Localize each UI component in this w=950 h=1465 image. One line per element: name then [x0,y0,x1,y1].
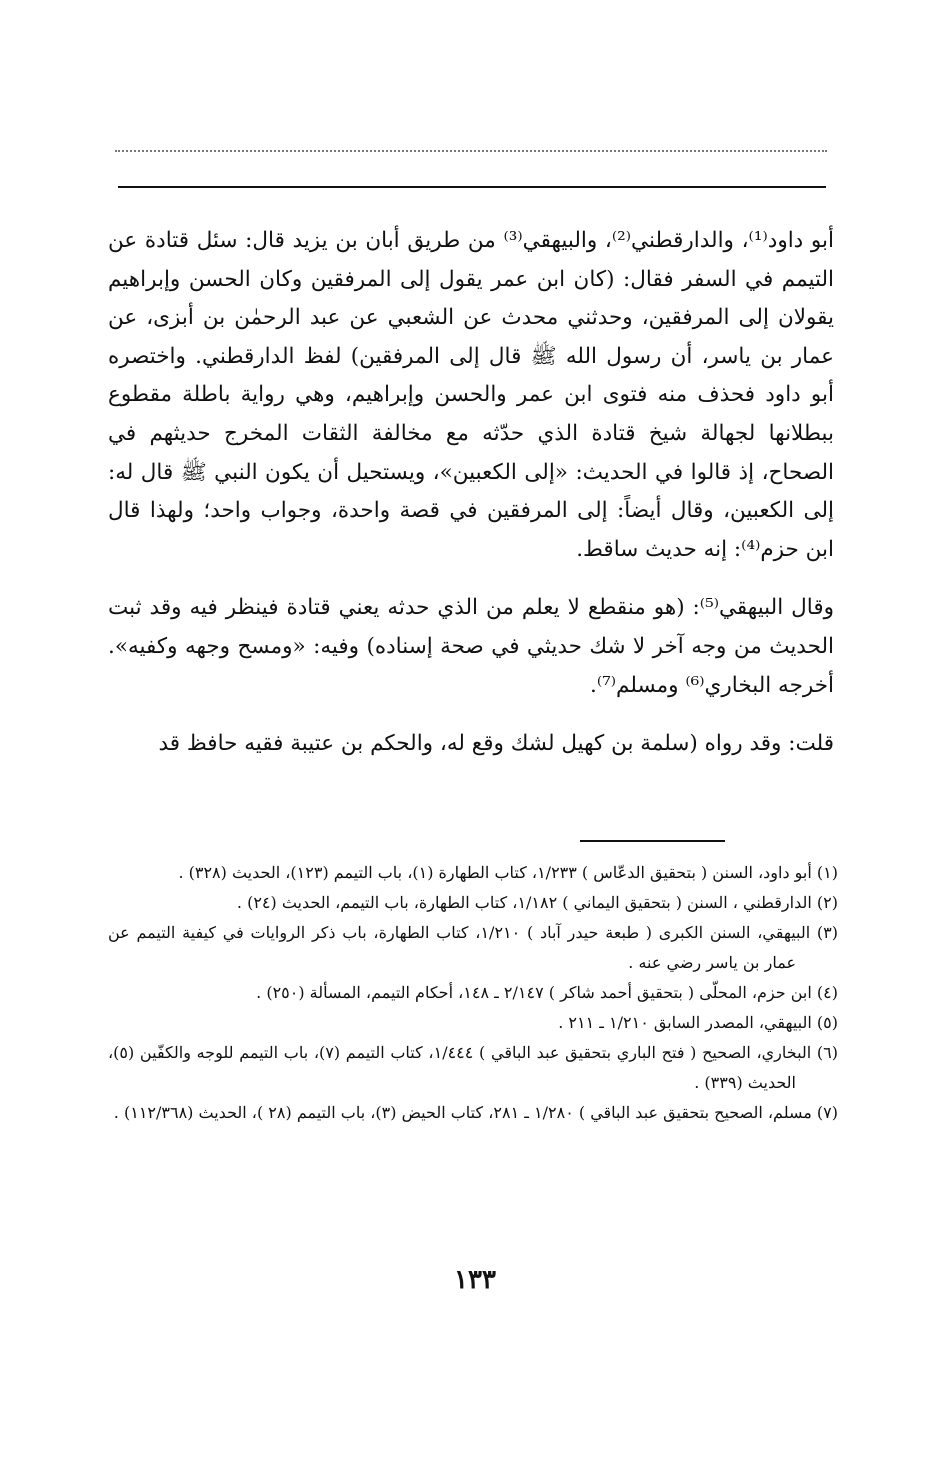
main-text [108,222,834,784]
page-number: ١٣٣ [454,1265,496,1295]
footnote: (١) أبو داود، السنن ( بتحقيق الدعّاس ) ١/٢٣٣، كتاب الطهارة (١)، باب التيمم (١٢٣)، الحديث (٣٢٨) . [178,863,838,882]
footnote: (٣) البيهقي، السنن الكبرى ( طبعة حيدر آباد ) ١/٢١٠، كتاب الطهارة، باب ذكر الروايات في كيفية التيمم عن عمار بن ياسر رضي عنه . [108,923,838,972]
footnote: (٦) البخاري، الصحيح ( فتح الباري بتحقيق عبد الباقي ) ١/٤٤٤، كتاب التيمم (٧)، باب التيمم للوجه والكفّين (٥)، الحديث (٣٣٩) . [108,1043,839,1092]
footnote: (٢) الدارقطني ، السنن ( بتحقيق اليماني ) ١/١٨٢، كتاب الطهارة، باب التيمم، الحديث (٢٤) . [236,893,838,912]
dotted-separator [115,150,827,152]
footnote: (٥) البيهقي، المصدر السابق ١/٢١٠ ـ ٢١١ . [558,1013,838,1032]
paragraph: أبو داود⁽¹⁾، والدارقطني⁽²⁾، والبيهقي⁽³⁾ من طريق أبان بن يزيد قال: سئل قتادة عن التيمم في السفر فقال: (كان ابن عمر يقول إلى المرفقين وكان الحسن وإبراهيم يقولان إلى المرفقين، وحدثني محدث عن الشعبي عن عبد الرحمٰن بن أبزى، عن عمار بن ياسر، أن رسول الله ﷺ قال إلى المرفقين) لفظ الدارقطني. واختصره أبو داود فحذف منه فتوى ابن عمر والحسن وإبراهيم، وهي رواية باطلة مقطوع ببطلانها لجهالة شيخ قتادة الذي حدّثه مع مخالفة الثقات المخرج حديثهم في الصحاح، إذ قالوا في الحديث: «إلى الكعبين»، ويستحيل أن يكون النبي ﷺ قال له: إلى الكعبين، وقال أيضاً: إلى المرفقين في قصة واحدة، وجواب واحد؛ ولهذا قال ابن حزم⁽⁴⁾: إنه حديث ساقط. [108,228,834,562]
paragraph: قلت: وقد رواه (سلمة بن كهيل لشك وقع له، والحكم بن عتيبة فقيه حافظ قد [158,731,834,757]
footnote-separator [580,840,725,842]
paragraph: وقال البيهقي⁽⁵⁾: (هو منقطع لا يعلم من الذي حدثه يعني قتادة فينظر فيه وقد ثبت الحديث من وجه آخر لا شك حديثي في صحة إسناده) وفيه: «ومسح وجهه وكفيه». أخرجه البخاري⁽⁶⁾ ومسلم⁽⁷⁾. [108,595,834,698]
header-rule [118,186,826,188]
footnote: (٤) ابن حزم، المحلّى ( بتحقيق أحمد شاكر ) ٢/١٤٧ ـ ١٤٨، أحكام التيمم، المسألة (٢٥٠) . [256,983,838,1002]
footnotes [108,858,838,1128]
footnote: (٧) مسلم، الصحيح بتحقيق عبد الباقي ) ١/٢٨٠ ـ ٢٨١، كتاب الحيض (٣)، باب التيمم (٢٨ )، الحديث (١١٢/٣٦٨) . [113,1103,838,1122]
